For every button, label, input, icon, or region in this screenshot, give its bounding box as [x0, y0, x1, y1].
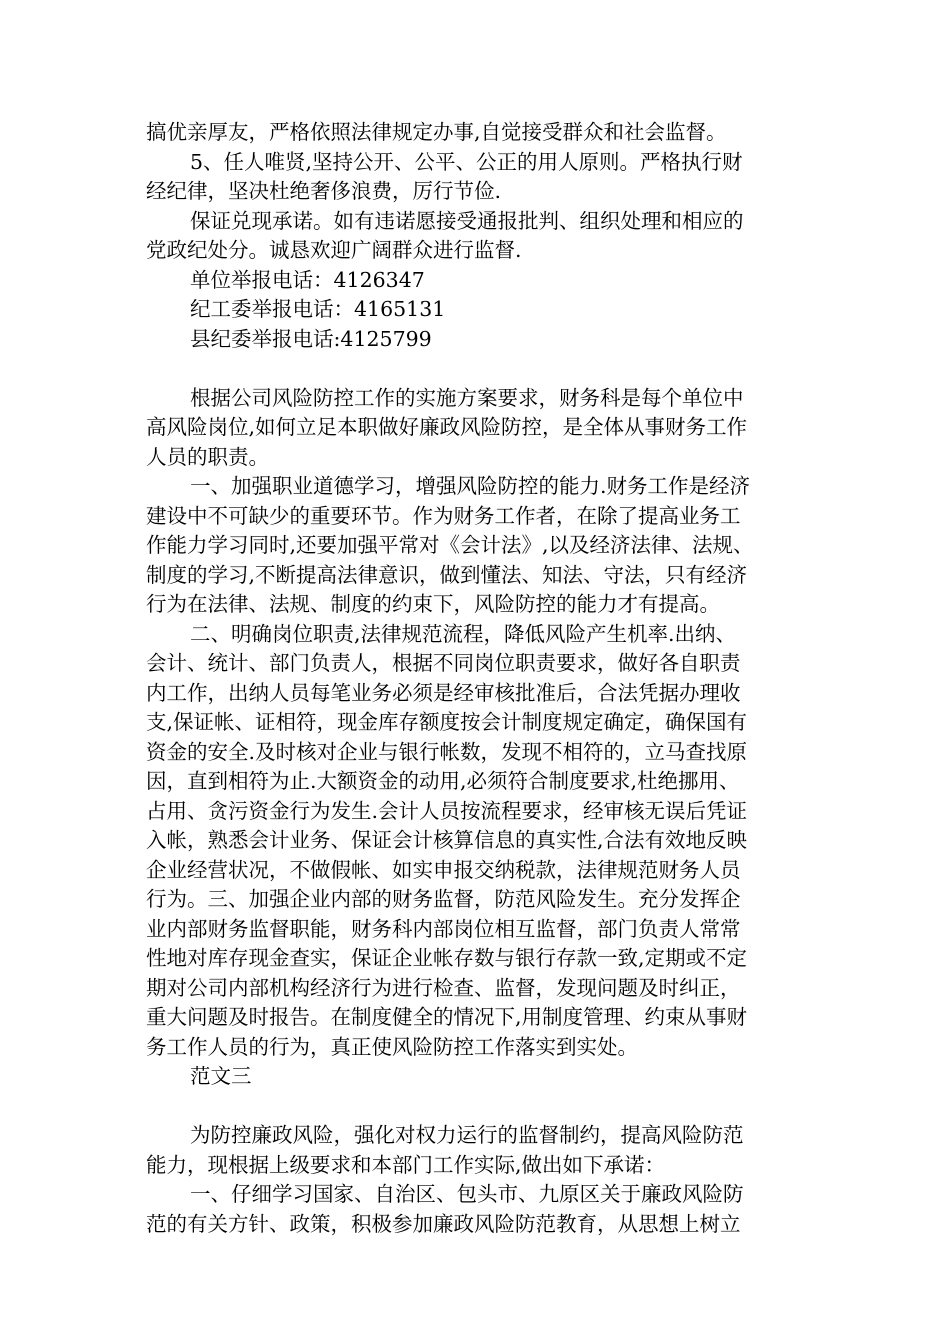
text-line: 入帐，熟悉会计业务、保证会计核算信息的真实性,合法有效地反映 — [146, 828, 748, 852]
text-line: 搞优亲厚友，严格依照法律规定办事,自觉接受群众和社会监督。 — [146, 120, 727, 144]
text-line: 5、任人唯贤,坚持公开、公平、公正的用人原则。严格执行财 — [190, 149, 743, 174]
text-line: 行为。三、加强企业内部的财务监督，防范风险发生。充分发挥企 — [146, 887, 741, 911]
text-line: 占用、贪污资金行为发生.会计人员按流程要求，经审核无误后凭证 — [146, 798, 748, 823]
text-line: 范文三 — [190, 1064, 252, 1088]
text-line: 一、仔细学习国家、自治区、包头市、九原区关于廉政风险防 — [190, 1182, 744, 1206]
text-line: 内工作，出纳人员每笔业务必须是经审核批准后，合法凭据办理收 — [146, 680, 741, 705]
text-line: 纪工委举报电话：4165131 — [190, 297, 446, 321]
text-line: 资金的安全.及时核对企业与银行帐数，发现不相符的，立马查找原 — [146, 739, 748, 764]
blank-line — [146, 354, 810, 384]
blank-line — [146, 1092, 810, 1122]
text-line: 人员的职责。 — [146, 444, 269, 469]
text-line: 为防控廉政风险，强化对权力运行的监督制约，提高风险防范 — [190, 1123, 744, 1147]
text-line: 范的有关方针、政策，积极参加廉政风险防范教育，从思想上树立 — [146, 1211, 741, 1236]
text-line: 重大问题及时报告。在制度健全的情况下,用制度管理、约束从事财 — [146, 1005, 748, 1029]
text-line: 作能力学习同时,还要加强平常对《会计法》,以及经济法律、法规、 — [146, 533, 754, 557]
text-line: 能力，现根据上级要求和本部门工作实际,做出如下承诺： — [146, 1152, 666, 1177]
text-line: 因，直到相符为止.大额资金的动用,必须符合制度要求,杜绝挪用、 — [146, 769, 740, 793]
text-line: 支,保证帐、证相符，现金库存额度按会计制度规定确定，确保国有 — [146, 710, 748, 734]
text-line: 业内部财务监督职能，财务科内部岗位相互监督，部门负责人常常 — [146, 916, 741, 941]
text-line: 一、加强职业道德学习，增强风险防控的能力.财务工作是经济 — [190, 474, 751, 498]
text-line: 单位举报电话：4126347 — [190, 267, 425, 292]
text-line: 期对公司内部机构经济行为进行检查、监督，发现问题及时纠正， — [146, 975, 741, 1000]
text-line: 性地对库存现金查实，保证企业帐存数与银行存款一致,定期或不定 — [146, 946, 748, 970]
text-line: 会计、统计、部门负责人，根据不同岗位职责要求，做好各自职责 — [146, 651, 741, 675]
text-line: 党政纪处分。诚恳欢迎广阔群众进行监督. — [146, 238, 522, 262]
text-line: 保证兑现承诺。如有违诺愿接受通报批判、组织处理和相应的 — [190, 208, 744, 233]
text-line: 县纪委举报电话:4125799 — [190, 326, 432, 351]
text-line: 企业经营状况，不做假帐、如实申报交纳税款，法律规范财务人员 — [146, 857, 741, 882]
text-line: 二、明确岗位职责,法律规范流程，降低风险产生机率.出纳、 — [190, 621, 737, 646]
text-line: 行为在法律、法规、制度的约束下，风险防控的能力才有提高。 — [146, 592, 720, 616]
text-line: 建设中不可缺少的重要环节。作为财务工作者，在除了提高业务工 — [146, 503, 741, 528]
document-body — [146, 118, 810, 1239]
text-line: 务工作人员的行为，真正使风险防控工作落实到实处。 — [146, 1034, 638, 1059]
text-line: 制度的学习,不断提高法律意识，做到懂法、知法、守法，只有经济 — [146, 562, 748, 587]
text-line: 高风险岗位,如何立足本职做好廉政风险防控，是全体从事财务工作 — [146, 415, 748, 439]
text-line: 根据公司风险防控工作的实施方案要求，财务科是每个单位中 — [190, 385, 744, 410]
text-line: 经纪律，坚决杜绝奢侈浪费，厉行节俭. — [146, 179, 502, 203]
